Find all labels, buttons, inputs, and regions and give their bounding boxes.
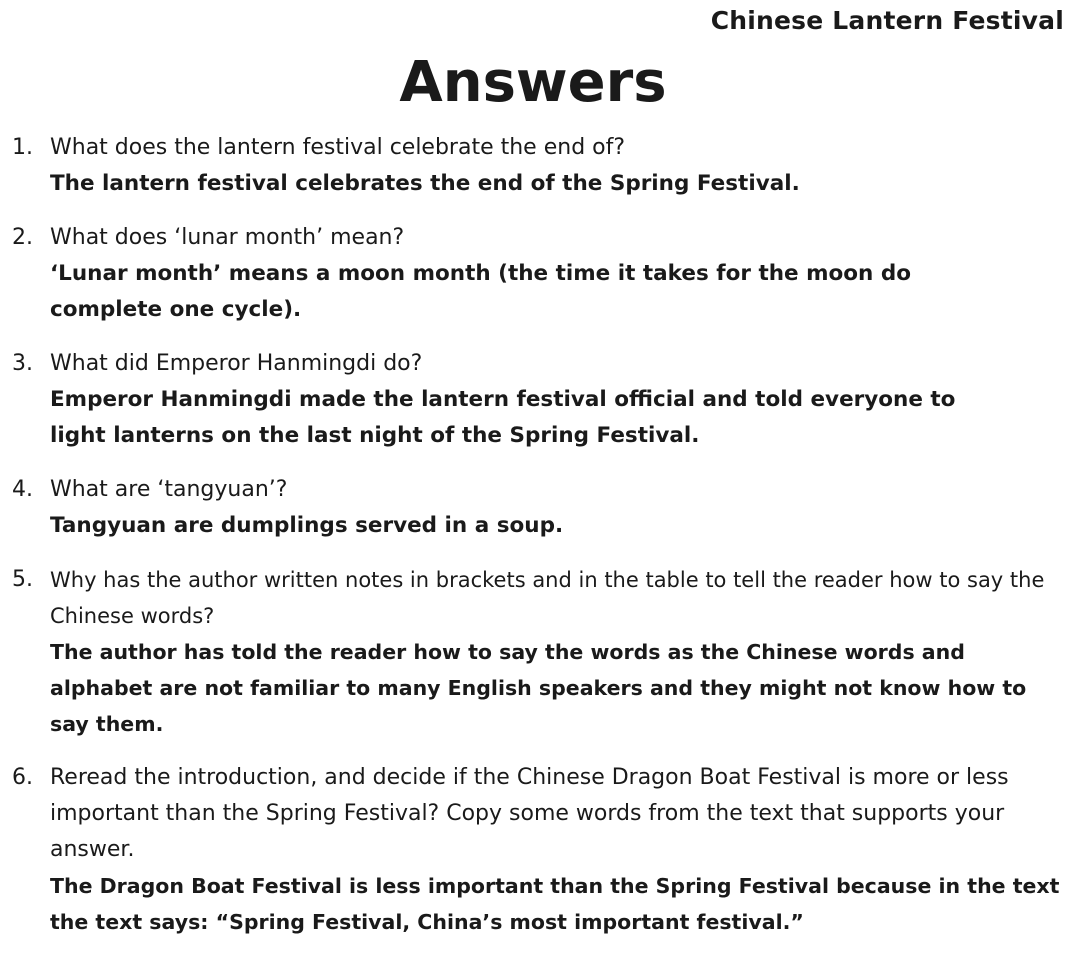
question-text: Reread the introduction, and decide if the Chinese Dragon Boat Festival is more or less important than the Spring Festival? Copy some words from the text that supports your answer. xyxy=(50,765,1009,862)
item-number: 3. xyxy=(12,351,33,376)
answer-text: Tangyuan are dumplings served in a soup. xyxy=(50,513,564,538)
question-text: What does ‘lunar month’ mean? xyxy=(50,225,405,250)
answer-text: The Dragon Boat Festival is less important than the Spring Festival because in the text the text says: “Spring Festival, China’s most important festival.” xyxy=(50,874,1060,934)
answer-text: Emperor Hanmingdi made the lantern festival official and told everyone to light lanterns on the last night of the Spring Festival. xyxy=(50,387,956,448)
item-number: 4. xyxy=(12,477,33,502)
answers-list xyxy=(12,130,1072,958)
answer-item-2 xyxy=(12,220,1072,328)
answer-text: ‘Lunar month’ means a moon month (the time it takes for the moon do complete one cycle). xyxy=(50,261,912,322)
answer-item-3 xyxy=(12,346,1072,454)
item-number: 2. xyxy=(12,225,33,250)
item-number: 1. xyxy=(12,135,33,160)
question-text: What are ‘tangyuan’? xyxy=(50,477,288,502)
item-number: 5. xyxy=(12,567,33,592)
answer-text: The author has told the reader how to say the words as the Chinese words and alphabet are not familiar to many English speakers and they might not know how to say them. xyxy=(50,640,1027,736)
item-number: 6. xyxy=(12,765,33,790)
question-text: Why has the author written notes in brackets and in the table to tell the reader how to say the Chinese words? xyxy=(50,568,1045,628)
page-title: Answers xyxy=(399,50,667,115)
question-text: What does the lantern festival celebrate the end of? xyxy=(50,135,626,160)
answer-item-5 xyxy=(12,562,1072,742)
answer-text: The lantern festival celebrates the end of the Spring Festival. xyxy=(50,171,800,196)
question-text: What did Emperor Hanmingdi do? xyxy=(50,351,423,376)
answer-item-6 xyxy=(12,760,1072,940)
answer-item-1 xyxy=(12,130,1072,202)
document-header-title: Chinese Lantern Festival xyxy=(710,6,1064,35)
answer-item-4 xyxy=(12,472,1072,544)
